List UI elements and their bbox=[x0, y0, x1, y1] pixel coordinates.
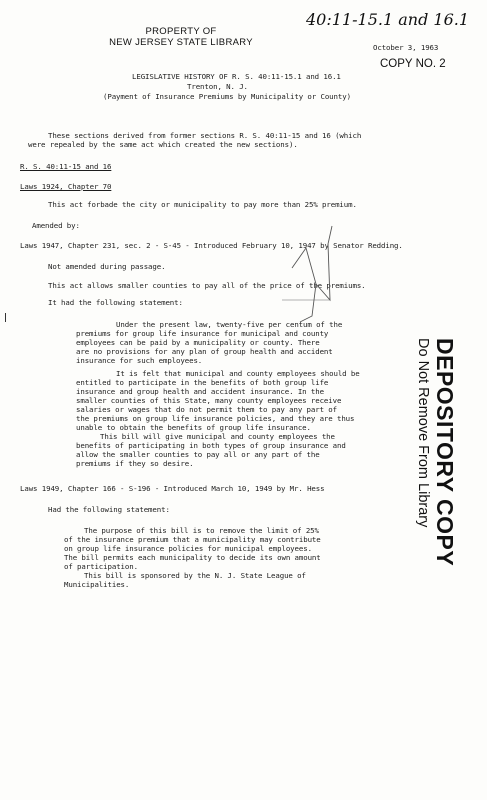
laws-1947-statement bbox=[76, 320, 360, 468]
statement-line: premiums for group life insurance for municipal and county bbox=[76, 329, 329, 338]
statement-line: unable to obtain the benefits of group life insurance. bbox=[76, 423, 311, 432]
statement-line: smaller counties of this State, many county employees receive bbox=[76, 396, 342, 405]
intro-paragraph bbox=[28, 131, 362, 149]
statement-line: salaries or wages that do not permit them to pay any part of bbox=[76, 405, 337, 414]
property-stamp-line1: PROPERTY OF bbox=[145, 26, 217, 37]
statement-line: on group life insurance policies for municipal employees. bbox=[64, 544, 312, 553]
intro-line: were repealed by the same act which created the new sections). bbox=[28, 140, 298, 149]
statement-line: premiums if they so desire. bbox=[76, 459, 194, 468]
do-not-remove-stamp: Do Not Remove From Library bbox=[415, 338, 431, 528]
statement-line: The bill permits each municipality to decide its own amount bbox=[64, 553, 321, 562]
statement-line: benefits of participating in both types of group insurance and bbox=[76, 441, 346, 450]
property-stamp bbox=[86, 26, 276, 48]
statement-line: insurance for such employees. bbox=[76, 356, 203, 365]
amended-by-label: Amended by: bbox=[32, 221, 80, 230]
statement-line: are no provisions for any plan of group health and accident bbox=[76, 347, 333, 356]
laws-1947-had-statement: It had the following statement: bbox=[48, 298, 183, 307]
handwritten-reference: 40:11-15.1 and 16.1 bbox=[306, 10, 470, 29]
laws-1949-statement bbox=[64, 526, 321, 589]
property-stamp-line2: NEW JERSEY STATE LIBRARY bbox=[109, 37, 253, 48]
margin-mark bbox=[5, 313, 6, 322]
statement-line: entitled to participate in the benefits of both group life bbox=[76, 378, 329, 387]
statement-line: It is felt that municipal and county employees should be bbox=[116, 369, 360, 378]
statement-line: of the insurance premium that a municipality may contribute bbox=[64, 535, 321, 544]
statement-line: Under the present law, twenty-five per centum of the bbox=[116, 320, 343, 329]
laws-1949-had-statement: Had the following statement: bbox=[48, 505, 170, 514]
statement-line: This bill will give municipal and county employees the bbox=[100, 432, 335, 441]
statement-line: the premiums on group life insurance policies, and they are thus bbox=[76, 414, 355, 423]
laws-1924-text: This act forbade the city or municipality to pay more than 25% premium. bbox=[48, 200, 357, 209]
statement-line: Municipalities. bbox=[64, 580, 130, 589]
statement-line: allow the smaller counties to pay all or any part of the bbox=[76, 450, 320, 459]
copy-number: COPY NO. 2 bbox=[380, 58, 446, 70]
laws-1947-heading: Laws 1947, Chapter 231, sec. 2 - S-45 - Introduced February 10, 1947 by Senator Redding. bbox=[20, 241, 403, 250]
intro-line: These sections derived from former sections R. S. 40:11-15 and 16 (which bbox=[48, 131, 362, 140]
statement-line: of participation. bbox=[64, 562, 138, 571]
laws-1924-heading: Laws 1924, Chapter 70 bbox=[20, 182, 112, 191]
laws-1947-allows: This act allows smaller counties to pay all of the price of the premiums. bbox=[48, 281, 366, 290]
header-location: Trenton, N. J. bbox=[187, 82, 248, 91]
section-heading-rs: R. S. 40:11-15 and 16 bbox=[20, 162, 112, 171]
depository-copy-stamp: DEPOSITORY COPY bbox=[432, 338, 458, 567]
laws-1947-not-amended: Not amended during passage. bbox=[48, 262, 166, 271]
header-title: LEGISLATIVE HISTORY OF R. S. 40:11-15.1 and 16.1 bbox=[132, 72, 341, 81]
statement-line: The purpose of this bill is to remove the limit of 25% bbox=[84, 526, 319, 535]
statement-line: employees can be paid by a municipality or county. There bbox=[76, 338, 320, 347]
laws-1949-heading: Laws 1949, Chapter 166 - S-196 - Introduced March 10, 1949 by Mr. Hess bbox=[20, 484, 325, 493]
statement-line: insurance and group health and accident insurance. In the bbox=[76, 387, 324, 396]
header-subtitle: (Payment of Insurance Premiums by Municipality or County) bbox=[103, 92, 351, 101]
document-date: October 3, 1963 bbox=[373, 43, 439, 52]
statement-line: This bill is sponsored by the N. J. State League of bbox=[84, 571, 306, 580]
